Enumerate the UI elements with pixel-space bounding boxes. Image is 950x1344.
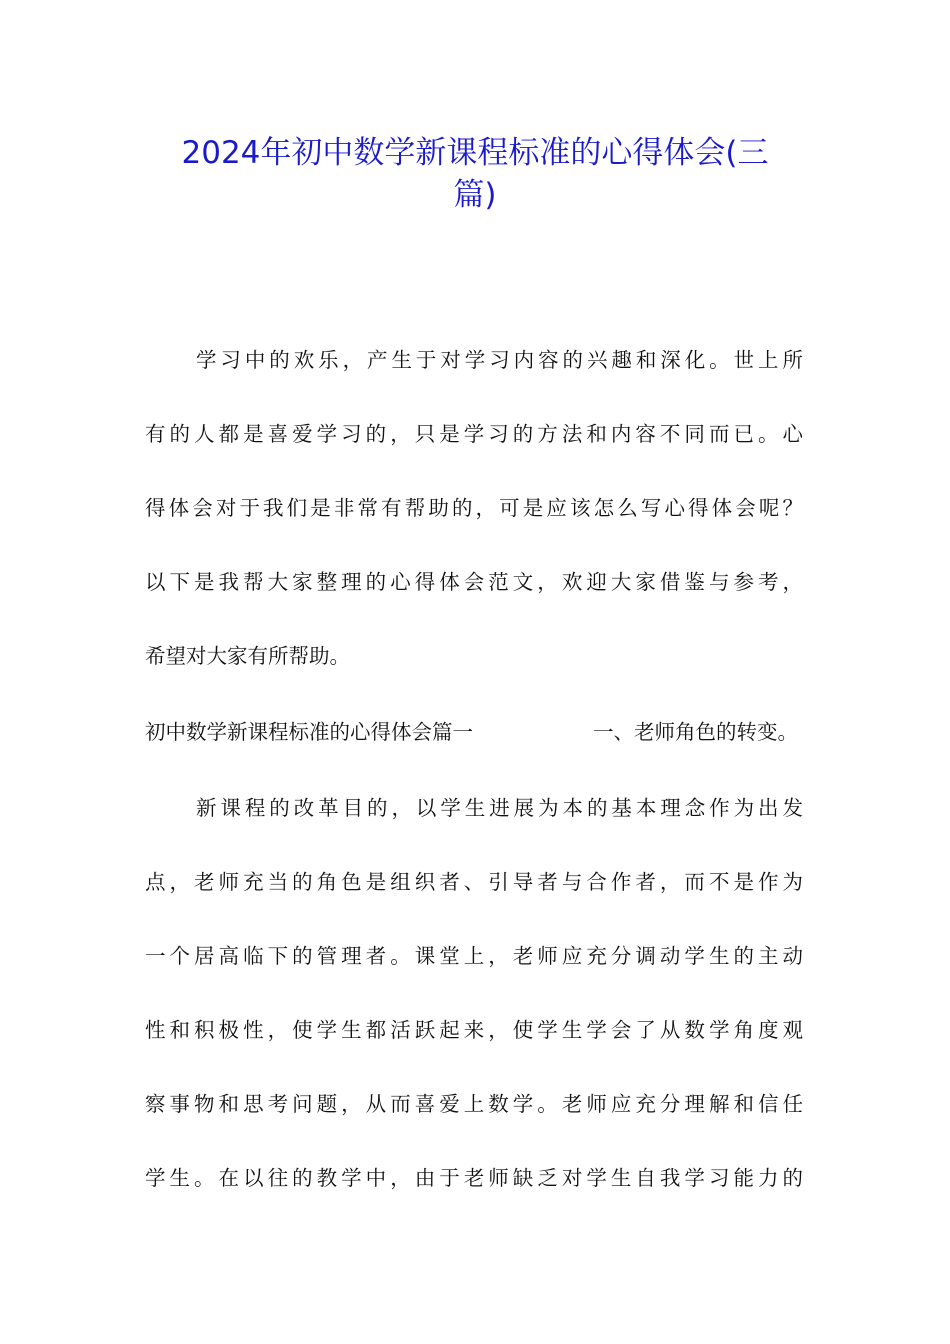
intro-line-3: 得体会对于我们是非常有帮助的，可是应该怎么写心得体会呢？ bbox=[145, 496, 803, 520]
body-line-3: 一个居高临下的管理者。课堂上，老师应充分调动学生的主动 bbox=[145, 944, 803, 968]
section-heading: 初中数学新课程标准的心得体会篇一 bbox=[145, 720, 473, 744]
document-title-line-2: 篇) bbox=[453, 177, 497, 213]
body-line-5: 察事物和思考问题，从而喜爱上数学。老师应充分理解和信任 bbox=[145, 1092, 803, 1116]
intro-line-4: 以下是我帮大家整理的心得体会范文，欢迎大家借鉴与参考， bbox=[145, 570, 803, 594]
intro-line-2: 有的人都是喜爱学习的，只是学习的方法和内容不同而已。心 bbox=[145, 422, 803, 446]
body-line-2: 点，老师充当的角色是组织者、引导者与合作者，而不是作为 bbox=[145, 870, 803, 894]
body-line-4: 性和积极性，使学生都活跃起来，使学生学会了从数学角度观 bbox=[145, 1018, 803, 1042]
document-title-line-1: 2024年初中数学新课程标准的心得体会(三 bbox=[181, 135, 769, 171]
body-line-1: 新课程的改革目的，以学生进展为本的基本理念作为出发 bbox=[196, 796, 803, 820]
intro-line-5: 希望对大家有所帮助。 bbox=[145, 644, 350, 668]
section-subheading: 一、老师角色的转变。 bbox=[593, 720, 798, 744]
body-line-6: 学生。在以往的教学中，由于老师缺乏对学生自我学习能力的 bbox=[145, 1166, 803, 1190]
intro-line-1: 学习中的欢乐，产生于对学习内容的兴趣和深化。世上所 bbox=[196, 348, 803, 372]
